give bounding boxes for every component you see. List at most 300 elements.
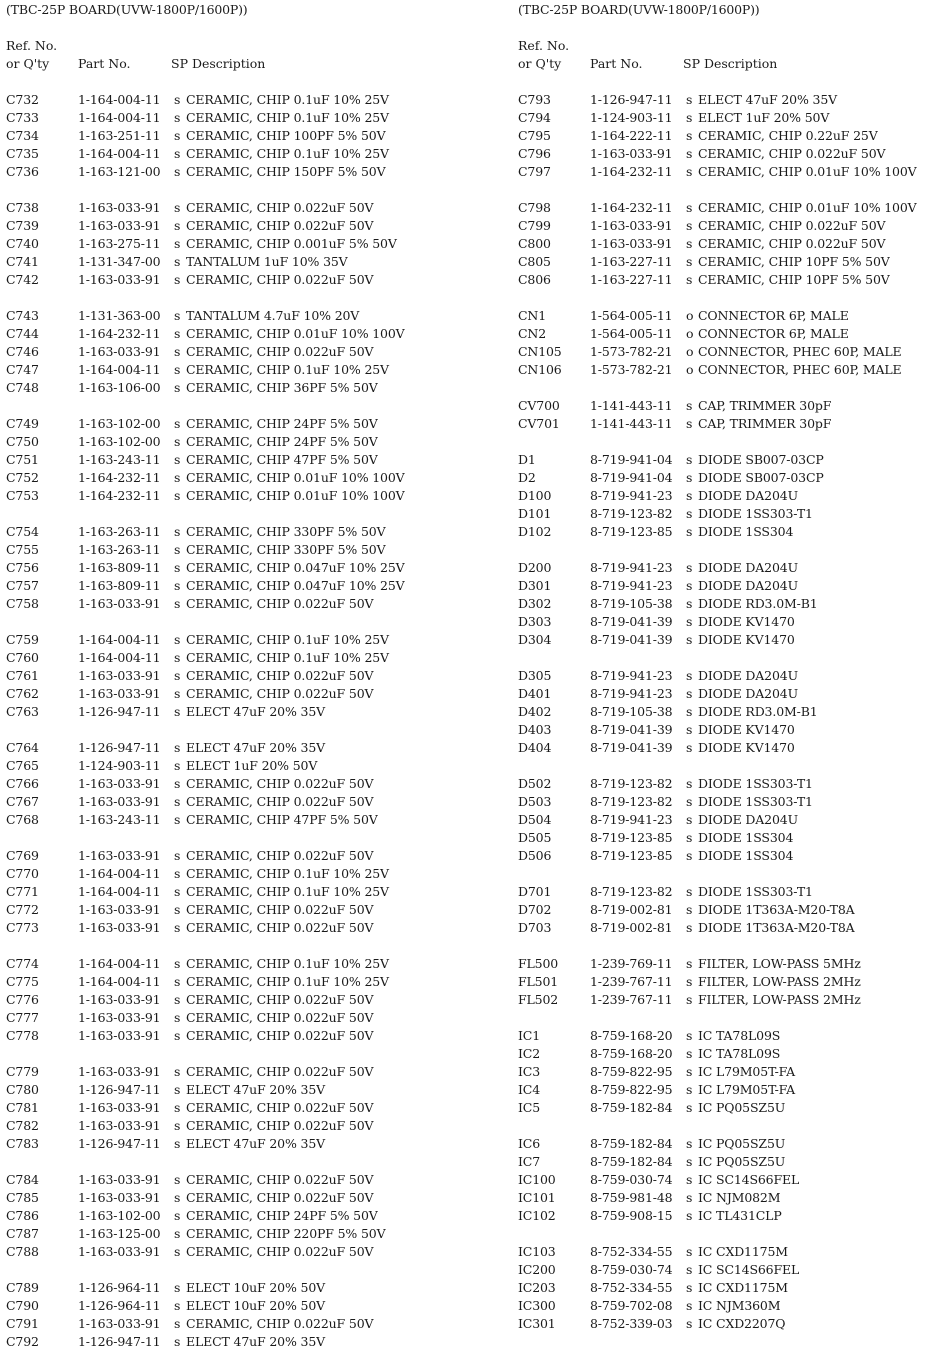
description: CERAMIC, CHIP 0.1uF 10% 25V xyxy=(186,650,389,665)
part-number: 1-164-004-11 xyxy=(78,632,161,647)
parts-group xyxy=(6,1171,476,1261)
sp-code: s xyxy=(174,218,181,233)
table-row xyxy=(518,127,933,145)
description: CAP, TRIMMER 30pF xyxy=(698,416,832,431)
part-number: 8-759-168-20 xyxy=(590,1028,673,1043)
sp-code: s xyxy=(174,200,181,215)
table-row xyxy=(6,1117,476,1135)
heading-ref-no: Ref. No. xyxy=(518,38,570,53)
table-row xyxy=(6,595,476,613)
description: TANTALUM 4.7uF 10% 20V xyxy=(186,308,360,323)
sp-code: s xyxy=(174,1028,181,1043)
table-row xyxy=(518,1153,933,1171)
table-row xyxy=(6,235,476,253)
heading-ref-no: Ref. No. xyxy=(6,38,58,53)
sp-code: s xyxy=(686,1244,693,1259)
ref-number: C741 xyxy=(6,254,39,269)
sp-code: s xyxy=(174,1280,181,1295)
description: DIODE 1T363A-M20-T8A xyxy=(698,920,855,935)
ref-number: C784 xyxy=(6,1172,39,1187)
ref-number: FL502 xyxy=(518,992,559,1007)
ref-number: FL501 xyxy=(518,974,559,989)
description: CERAMIC, CHIP 0.01uF 10% 100V xyxy=(186,326,405,341)
sp-code: s xyxy=(686,236,693,251)
ref-number: C786 xyxy=(6,1208,39,1223)
table-row xyxy=(6,1279,476,1297)
sp-code: s xyxy=(686,1028,693,1043)
sp-code: s xyxy=(174,794,181,809)
description: DIODE DA204U xyxy=(698,560,798,575)
ref-number: C734 xyxy=(6,128,39,143)
sp-code: s xyxy=(174,1226,181,1241)
description: IC CXD1175M xyxy=(698,1280,788,1295)
table-row xyxy=(6,973,476,991)
sp-code: s xyxy=(686,632,693,647)
ref-number: C740 xyxy=(6,236,39,251)
sp-code: s xyxy=(174,92,181,107)
description: ELECT 47uF 20% 35V xyxy=(186,704,326,719)
part-number: 8-719-941-04 xyxy=(590,452,673,467)
table-row xyxy=(518,613,933,631)
part-number: 1-163-227-11 xyxy=(590,254,673,269)
ref-number: C768 xyxy=(6,812,39,827)
sp-code: s xyxy=(686,200,693,215)
sp-code: s xyxy=(174,668,181,683)
ref-number: IC103 xyxy=(518,1244,556,1259)
parts-group xyxy=(518,955,933,1009)
ref-number: IC102 xyxy=(518,1208,556,1223)
table-row xyxy=(6,649,476,667)
sp-code: s xyxy=(686,272,693,287)
ref-number: C762 xyxy=(6,686,39,701)
sp-code: s xyxy=(174,380,181,395)
ref-number: IC1 xyxy=(518,1028,541,1043)
part-number: 1-163-102-00 xyxy=(78,416,161,431)
description: DIODE RD3.0M-B1 xyxy=(698,704,818,719)
ref-number: C767 xyxy=(6,794,39,809)
part-number: 8-719-105-38 xyxy=(590,704,673,719)
ref-number: C758 xyxy=(6,596,39,611)
description: DIODE 1SS304 xyxy=(698,848,794,863)
description: IC TL431CLP xyxy=(698,1208,782,1223)
part-number: 1-163-033-91 xyxy=(78,200,161,215)
description: CERAMIC, CHIP 24PF 5% 50V xyxy=(186,1208,378,1223)
table-row xyxy=(518,991,933,1009)
sp-code: s xyxy=(686,1262,693,1277)
part-number: 8-719-041-39 xyxy=(590,740,673,755)
ref-number: C772 xyxy=(6,902,39,917)
description: DIODE RD3.0M-B1 xyxy=(698,596,818,611)
sp-code: s xyxy=(686,218,693,233)
table-row xyxy=(518,1135,933,1153)
sp-code: s xyxy=(174,758,181,773)
part-number: 1-163-243-11 xyxy=(78,812,161,827)
description: CERAMIC, CHIP 0.01uF 10% 100V xyxy=(186,488,405,503)
table-row xyxy=(6,343,476,361)
sp-code: s xyxy=(174,1334,181,1349)
table-row xyxy=(518,415,933,433)
table-row xyxy=(518,109,933,127)
description: CERAMIC, CHIP 47PF 5% 50V xyxy=(186,452,378,467)
part-number: 1-164-004-11 xyxy=(78,362,161,377)
table-row xyxy=(6,1333,476,1351)
part-number: 1-164-004-11 xyxy=(78,146,161,161)
sp-code: s xyxy=(174,470,181,485)
sp-code: s xyxy=(174,848,181,863)
board-header: (TBC-25P BOARD(UVW-1800P/1600P)) xyxy=(6,2,248,17)
ref-number: C765 xyxy=(6,758,39,773)
table-row xyxy=(6,487,476,505)
description: CAP, TRIMMER 30pF xyxy=(698,398,832,413)
ref-number: D503 xyxy=(518,794,552,809)
ref-number: CN1 xyxy=(518,308,547,323)
ref-number: C788 xyxy=(6,1244,39,1259)
table-row xyxy=(6,469,476,487)
table-row xyxy=(6,901,476,919)
table-row xyxy=(518,325,933,343)
sp-code: s xyxy=(686,848,693,863)
table-row xyxy=(6,109,476,127)
description: CERAMIC, CHIP 0.022uF 50V xyxy=(186,668,374,683)
table-row xyxy=(6,163,476,181)
part-number: 1-163-033-91 xyxy=(78,1028,161,1043)
description: CERAMIC, CHIP 0.022uF 50V xyxy=(186,848,374,863)
table-row xyxy=(518,271,933,289)
part-number: 1-164-232-11 xyxy=(78,326,161,341)
parts-group xyxy=(6,415,476,505)
ref-number: C791 xyxy=(6,1316,39,1331)
ref-number: IC6 xyxy=(518,1136,541,1151)
description: ELECT 47uF 20% 35V xyxy=(186,1334,326,1349)
sp-code: s xyxy=(686,1082,693,1097)
ref-number: C776 xyxy=(6,992,39,1007)
sp-code: s xyxy=(174,146,181,161)
part-number: 8-719-041-39 xyxy=(590,632,673,647)
table-row xyxy=(518,469,933,487)
description: CERAMIC, CHIP 0.022uF 50V xyxy=(186,272,374,287)
sp-code: s xyxy=(686,488,693,503)
sp-code: s xyxy=(686,794,693,809)
description: ELECT 1uF 20% 50V xyxy=(698,110,830,125)
ref-number: CV701 xyxy=(518,416,560,431)
table-row xyxy=(518,973,933,991)
ref-number: CN2 xyxy=(518,326,547,341)
sp-code: s xyxy=(174,776,181,791)
part-number: 1-126-964-11 xyxy=(78,1280,161,1295)
description: CERAMIC, CHIP 0.022uF 50V xyxy=(186,1190,374,1205)
part-number: 1-163-033-91 xyxy=(78,848,161,863)
ref-number: C795 xyxy=(518,128,551,143)
table-row xyxy=(6,253,476,271)
ref-number: D505 xyxy=(518,830,552,845)
sp-code: s xyxy=(174,812,181,827)
description: DIODE KV1470 xyxy=(698,614,795,629)
part-number: 1-163-033-91 xyxy=(78,1172,161,1187)
table-row xyxy=(518,163,933,181)
ref-number: D703 xyxy=(518,920,552,935)
sp-code: s xyxy=(174,1190,181,1205)
table-row xyxy=(6,865,476,883)
table-row xyxy=(518,577,933,595)
parts-group xyxy=(518,91,933,181)
description: IC TA78L09S xyxy=(698,1028,781,1043)
description: CERAMIC, CHIP 0.1uF 10% 25V xyxy=(186,884,389,899)
sp-code: s xyxy=(174,110,181,125)
table-row xyxy=(518,667,933,685)
table-row xyxy=(6,685,476,703)
parts-group xyxy=(518,883,933,937)
parts-group xyxy=(518,199,933,289)
description: DIODE KV1470 xyxy=(698,722,795,737)
table-row xyxy=(518,955,933,973)
sp-code: s xyxy=(686,1298,693,1313)
sp-code: s xyxy=(174,362,181,377)
ref-number: IC4 xyxy=(518,1082,541,1097)
part-number: 1-163-263-11 xyxy=(78,542,161,557)
part-number: 1-163-106-00 xyxy=(78,380,161,395)
description: ELECT 47uF 20% 35V xyxy=(186,1136,326,1151)
description: CONNECTOR 6P, MALE xyxy=(698,308,849,323)
ref-number: D304 xyxy=(518,632,552,647)
sp-code: s xyxy=(174,596,181,611)
sp-code: s xyxy=(686,830,693,845)
description: CERAMIC, CHIP 0.022uF 50V xyxy=(186,794,374,809)
table-row xyxy=(6,667,476,685)
part-number: 1-163-033-91 xyxy=(78,776,161,791)
table-row xyxy=(518,199,933,217)
parts-group xyxy=(6,739,476,829)
table-row xyxy=(6,775,476,793)
sp-code: s xyxy=(686,596,693,611)
part-number: 8-752-334-55 xyxy=(590,1280,673,1295)
part-number: 1-163-263-11 xyxy=(78,524,161,539)
part-number: 1-164-004-11 xyxy=(78,110,161,125)
description: IC CXD1175M xyxy=(698,1244,788,1259)
parts-group xyxy=(518,667,933,757)
ref-number: IC100 xyxy=(518,1172,556,1187)
description: DIODE SB007-03CP xyxy=(698,470,824,485)
table-row xyxy=(518,487,933,505)
sp-code: s xyxy=(686,470,693,485)
ref-number: C779 xyxy=(6,1064,39,1079)
table-row xyxy=(6,433,476,451)
ref-number: IC2 xyxy=(518,1046,541,1061)
part-number: 1-163-243-11 xyxy=(78,452,161,467)
description: IC CXD2207Q xyxy=(698,1316,786,1331)
sp-code: s xyxy=(174,866,181,881)
table-row xyxy=(6,541,476,559)
table-row xyxy=(6,451,476,469)
table-row xyxy=(518,1243,933,1261)
description: DIODE SB007-03CP xyxy=(698,452,824,467)
part-number: 8-759-981-48 xyxy=(590,1190,673,1205)
sp-code: o xyxy=(686,362,694,377)
sp-code: s xyxy=(174,434,181,449)
table-row xyxy=(518,451,933,469)
description: IC PQ05SZ5U xyxy=(698,1136,786,1151)
table-row xyxy=(518,1099,933,1117)
description: CERAMIC, CHIP 0.022uF 50V xyxy=(186,992,374,1007)
table-row xyxy=(518,253,933,271)
ref-number: C739 xyxy=(6,218,39,233)
description: CERAMIC, CHIP 0.022uF 50V xyxy=(186,200,374,215)
table-row xyxy=(518,559,933,577)
description: DIODE KV1470 xyxy=(698,632,795,647)
table-row xyxy=(6,811,476,829)
description: CERAMIC, CHIP 0.047uF 10% 25V xyxy=(186,560,405,575)
ref-number: FL500 xyxy=(518,956,559,971)
part-number: 1-573-782-21 xyxy=(590,362,673,377)
parts-group xyxy=(518,1027,933,1117)
description: CERAMIC, CHIP 330PF 5% 50V xyxy=(186,542,386,557)
ref-number: C780 xyxy=(6,1082,39,1097)
table-row xyxy=(6,793,476,811)
ref-number: C799 xyxy=(518,218,551,233)
table-row xyxy=(6,307,476,325)
description: CERAMIC, CHIP 0.047uF 10% 25V xyxy=(186,578,405,593)
sp-code: s xyxy=(686,956,693,971)
part-number: 8-719-123-85 xyxy=(590,848,673,863)
table-row xyxy=(6,199,476,217)
description: CERAMIC, CHIP 24PF 5% 50V xyxy=(186,416,378,431)
sp-code: s xyxy=(686,902,693,917)
sp-code: s xyxy=(174,344,181,359)
parts-group xyxy=(518,1135,933,1225)
part-number: 1-163-121-00 xyxy=(78,164,161,179)
part-number: 1-163-102-00 xyxy=(78,1208,161,1223)
table-row xyxy=(6,703,476,721)
part-number: 8-719-123-82 xyxy=(590,884,673,899)
part-number: 1-163-251-11 xyxy=(78,128,161,143)
sp-code: s xyxy=(686,1100,693,1115)
description: IC NJM360M xyxy=(698,1298,781,1313)
table-row xyxy=(518,145,933,163)
ref-number: C746 xyxy=(6,344,39,359)
parts-group xyxy=(6,199,476,289)
description: CERAMIC, CHIP 0.01uF 10% 100V xyxy=(698,200,917,215)
description: CERAMIC, CHIP 0.022uF 50V xyxy=(698,218,886,233)
table-row xyxy=(6,1225,476,1243)
heading-part-no: Part No. xyxy=(590,56,643,71)
table-row xyxy=(6,361,476,379)
description: FILTER, LOW-PASS 5MHz xyxy=(698,956,861,971)
description: DIODE DA204U xyxy=(698,686,798,701)
part-number: 8-719-002-81 xyxy=(590,920,673,935)
table-row xyxy=(518,343,933,361)
description: CERAMIC, CHIP 0.022uF 50V xyxy=(186,596,374,611)
table-row xyxy=(518,883,933,901)
ref-number: C749 xyxy=(6,416,39,431)
ref-number: IC7 xyxy=(518,1154,541,1169)
part-number: 8-719-941-23 xyxy=(590,488,673,503)
part-number: 1-126-947-11 xyxy=(590,92,673,107)
table-row xyxy=(518,739,933,757)
parts-group xyxy=(6,955,476,1045)
part-number: 8-719-123-82 xyxy=(590,794,673,809)
ref-number: C775 xyxy=(6,974,39,989)
sp-code: s xyxy=(174,578,181,593)
part-number: 8-719-941-23 xyxy=(590,668,673,683)
part-number: 1-163-033-91 xyxy=(78,344,161,359)
sp-code: s xyxy=(174,236,181,251)
ref-number: C800 xyxy=(518,236,551,251)
table-row xyxy=(6,127,476,145)
ref-number: C782 xyxy=(6,1118,39,1133)
ref-number: C732 xyxy=(6,92,39,107)
sp-code: o xyxy=(686,308,694,323)
part-number: 1-163-125-00 xyxy=(78,1226,161,1241)
sp-code: s xyxy=(174,956,181,971)
ref-number: C796 xyxy=(518,146,551,161)
part-number: 8-719-123-82 xyxy=(590,776,673,791)
ref-number: C748 xyxy=(6,380,39,395)
sp-code: s xyxy=(174,272,181,287)
ref-number: C752 xyxy=(6,470,39,485)
description: CERAMIC, CHIP 0.022uF 50V xyxy=(186,776,374,791)
description: CERAMIC, CHIP 0.1uF 10% 25V xyxy=(186,866,389,881)
description: ELECT 10uF 20% 50V xyxy=(186,1298,326,1313)
sp-code: s xyxy=(686,686,693,701)
sp-code: s xyxy=(174,488,181,503)
ref-number: C747 xyxy=(6,362,39,377)
part-number: 1-164-004-11 xyxy=(78,92,161,107)
table-row xyxy=(518,1171,933,1189)
ref-number: C733 xyxy=(6,110,39,125)
description: CERAMIC, CHIP 0.22uF 25V xyxy=(698,128,878,143)
sp-code: s xyxy=(686,1136,693,1151)
ref-number: C766 xyxy=(6,776,39,791)
heading-part-no: Part No. xyxy=(78,56,131,71)
ref-number: IC203 xyxy=(518,1280,556,1295)
sp-code: s xyxy=(686,1064,693,1079)
ref-number: IC101 xyxy=(518,1190,556,1205)
sp-code: s xyxy=(686,1154,693,1169)
ref-number: C793 xyxy=(518,92,551,107)
description: CERAMIC, CHIP 0.1uF 10% 25V xyxy=(186,632,389,647)
description: DIODE DA204U xyxy=(698,488,798,503)
part-number: 1-163-033-91 xyxy=(78,272,161,287)
part-number: 1-164-004-11 xyxy=(78,650,161,665)
table-row xyxy=(518,775,933,793)
part-number: 8-759-908-15 xyxy=(590,1208,673,1223)
table-row xyxy=(518,721,933,739)
ref-number: C738 xyxy=(6,200,39,215)
sp-code: s xyxy=(174,686,181,701)
part-number: 1-163-033-91 xyxy=(590,236,673,251)
table-row xyxy=(6,991,476,1009)
part-number: 1-164-004-11 xyxy=(78,974,161,989)
part-number: 1-163-033-91 xyxy=(590,218,673,233)
table-row xyxy=(518,1315,933,1333)
description: CERAMIC, CHIP 220PF 5% 50V xyxy=(186,1226,386,1241)
description: CONNECTOR, PHEC 60P, MALE xyxy=(698,344,902,359)
description: CERAMIC, CHIP 0.022uF 50V xyxy=(186,1064,374,1079)
ref-number: C797 xyxy=(518,164,551,179)
sp-code: o xyxy=(686,344,694,359)
sp-code: s xyxy=(174,1172,181,1187)
part-number: 8-759-030-74 xyxy=(590,1172,673,1187)
ref-number: C754 xyxy=(6,524,39,539)
description: IC PQ05SZ5U xyxy=(698,1154,786,1169)
ref-number: C764 xyxy=(6,740,39,755)
parts-group xyxy=(518,307,933,379)
description: IC L79M05T-FA xyxy=(698,1064,796,1079)
ref-number: C792 xyxy=(6,1334,39,1349)
ref-number: D2 xyxy=(518,470,536,485)
part-number: 8-759-030-74 xyxy=(590,1262,673,1277)
description: IC PQ05SZ5U xyxy=(698,1100,786,1115)
table-row xyxy=(6,523,476,541)
